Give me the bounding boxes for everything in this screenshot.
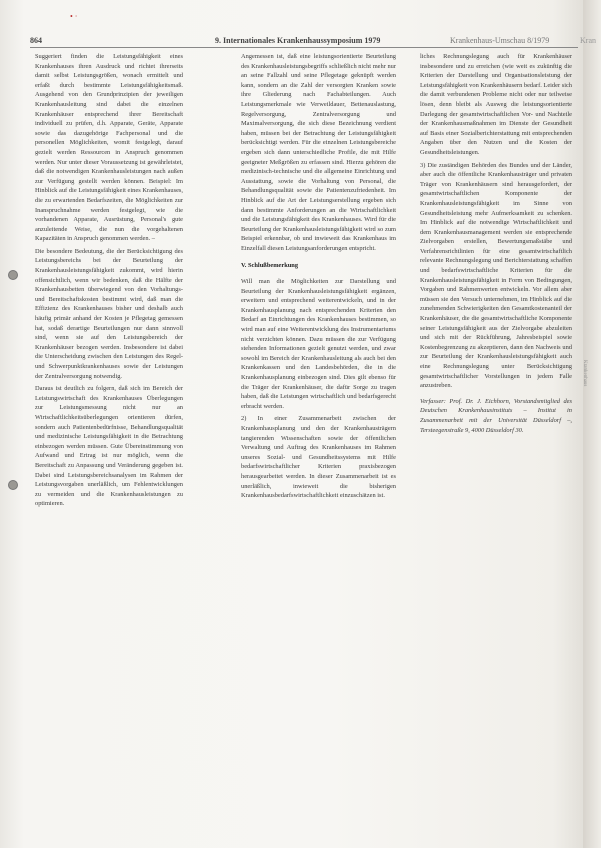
paragraph: Suggeriert finden die Leistungsfähigkeit eines Krankenhauses ihren Ausdruck und richtet ihrerseits damit selbst Leistungsgrößen, wonach ermittelt und erfaßt durch bestimmte Leistungsfähigkeitsmaß. Ausgehend von den Grundprinzipien der jeweiligen Krankenhausleitung sind dabei die einzelnen Krankenhäuser entsprechend ihrer Bereitschaft individuell zu prüfen, d.h. Apparate, Geräte, Apparate sowie das dazugehörige Fachpersonal und die personellen Möglichkeiten, womit festgelegt, darauf gezielt werden Ressourcen in Anspruch genommen werden. Nur unter dieser Voraussetzung ist gewährleistet, daß die notwendigen Krankenhausleistungen nach außen zur Verfügung gestellt werden können. Beispiel: Im Hinblick auf die Leistungsfähigkeit eines Krankenhauses, die zu erwartenden Bedarfszeiten, die Möglichkeiten zur Inanspruchnahme werden festgelegt, wie die vorhandenen Apparate, Ausrüstung, Personal's gute anzuleitende Weise, die nun die vorgehaltenen Kapazitäten in Anspruch genommen werden. – xyxy=(35,53,183,243)
binder-hole-icon xyxy=(8,270,18,280)
facing-page-margin-text: Krankenhaus xyxy=(582,360,587,387)
column-middle xyxy=(241,52,396,504)
header-rule xyxy=(30,47,578,48)
page-number: 864 xyxy=(30,36,42,45)
paragraph: Will man die Möglichkeiten zur Darstellung und Beurteilung der Krankenhausleistungsfähigkeit ergänzen, erweitern und entsprechend weiterentwickeln, und in der Krankenhausplanung nach entsprechenden Kriterien den Bedarf an Einrichtungen des Krankenhauses bestimmen, so wird man auf eine Weiterentwicklung des Instrumentariums nicht verzichten können. Dazu müssen die zur Verfügung stehenden Informationen gezielt genutzt werden, und zwar sowohl im Bereich der Krankenhausleitung als auch bei den Krankenkassen und den Landesbehörden, die in die Krankenhausplanung einbezogen sind. Dies gilt ebenso für die Träger der Krankenhäuser, die dafür Sorge zu tragen haben, daß die Leistungen wirtschaftlich und bedarfsgerecht erbracht werden. xyxy=(241,278,396,410)
facing-page-edge xyxy=(583,0,601,848)
column-right xyxy=(420,52,572,438)
facing-page-header: Kran xyxy=(580,36,596,45)
paragraph: liches Rechnungslegung auch für Krankenhäuser insbesondere und zu erreichen (wie weit es zukünftig die Kriterien der Darstellung und Organisationsleistung der Leistungsfähigkeit von Krankenhäusern bedarf. Leider sich die damit verbundenen Probleme nicht oder nur teilweise lösen, denn bleibt als Ausweg die leistungsorientierte Darlegung der gesamtwirtschaftlichen Vor- und Nachteile der Krankenhausmaßnahmen im Dienste der Gesundheit auf Basis einer Sozialberichterstattung mit entsprechenden Angaben über den Nutzen und die Kosten der Gesundheitsleistungen. xyxy=(420,53,572,156)
paragraph: Die besondere Bedeutung, die der Berücksichtigung des Leistungsbereichs bei der Beurteilung der Krankenhausleistungsfähigkeit zukommt, wird hierin offensichtlich, wenn wir bedenken, daß die Hälfte der Krankenhausbetten überwiegend von den Vorhaltungs- und Bereitschaftskosten bestimmt wird, daß man die Effizienz des Krankenhauses bisher und deshalb auch häufig primär anhand der Kosten je Pflegetag gemessen hat, sodaß derartige Beurteilungen nur dann sinnvoll sind, wenn sie auf den Leistungsbereich der Krankenhäuser bezogen werden. Insbesondere ist dabei die Unterscheidung zwischen den Leistungen des Regel- und Schwerpunktkrankenhauses sowie der Leistungen der Zentralversorgung notwendig. xyxy=(35,247,183,380)
paragraph: Daraus ist deutlich zu folgern, daß sich im Bereich der Leistungswirtschaft des Krankenhauses Überlegungen zur Leistungsmessung nicht nur an Wirtschaftlichkeitsüberlegungen orientieren dürfen, sondern auch Patientenbedürfnisse, Behandlungsqualität und medizinische Leistungsfähigkeit in die Betrachtung einbezogen werden müssen. Gute Übereinstimmung von Aufwand und Ertrag ist nur möglich, wenn die Bereitschaft zu Anpassung und Veränderung gegeben ist. Dabei sind Leistungsbereichsanalysen im Rahmen der Leistungsvorgaben unerläßlich, um Fehlentwicklungen zu vermeiden und die Krankenhausleistungen zu optimieren. xyxy=(35,385,183,508)
running-journal: Krankenhaus-Umschau 8/1979 xyxy=(450,36,550,45)
section-heading: V. Schlußbemerkung xyxy=(241,262,299,270)
running-title: 9. Internationales Krankenhaussymposium 1979 xyxy=(215,36,381,45)
binder-hole-icon xyxy=(8,480,18,490)
column-left xyxy=(35,52,183,512)
paragraph: 3) Die zuständigen Behörden des Bundes und der Länder, aber auch die öffentliche Krankenhausträger und privaten Träger von Krankenhäusern sind herausgefordert, der gesamtwirtschaftlichen Komponente der Krankenhausleistungsfähigkeit im Sinne von Gesundheitsleistung mehr Aufmerksamkeit zu schenken. Im Hinblick auf die notwendige Wirtschaftlichkeit und dem Krankenhausmanagement werden sie entsprechende Zielvorgaben erstellen, Bewertungsmaßstäbe und Verfahrensrichtlinien für eine gesamtwirtschaftlich relevante Rechnungslegung und Berichterstattung schaffen und bedarfswirtschaftliche Kriterien für die Krankenhausleistungsfähigkeit in Form von Bedingungen, Vorgaben und Rahmenwerten entwickeln. Vor allem aber müssen sie den Versuch unternehmen, im Hinblick auf die zunehmenden Schwierigkeiten den Gesamtkostenanteil der Krankenhäuser, die die gesamtwirtschaftliche Komponente seiner Leistungsfähigkeit aus der Zielvorgabe abzuleiten und sich mit der Rückführung, Jahresbeispiel sowie Kostenbegrenzung zu akzeptieren, dann den Nachweis und zur Beurteilung der Krankenhausleistungsfähigkeit auch eine Rechnungslegung unter Berücksichtigung gesamtwirtschaftlicher Vorstellungen in jedem Falle anzustreben. xyxy=(420,161,572,390)
paragraph: 2) In einer Zusammenarbeit zwischen der Krankenhausplanung und den der Krankenhausträgern tangierenden Wissenschaften sowie der öffentlichen Verwaltung und Auftrag des Krankenhauses im Rahmen unseres Sozial- und Gesundheitssystems mit Hilfe bedarfswirtschaftlicher Kriterien praxisbezogen herausgearbeitet werden. In dieser Zusammenarbeit ist es unerläßlich, inwieweit die bisherigen Krankenhausbedarfswirtschaftlichkeit einzuschätzen ist. xyxy=(241,415,396,500)
paragraph: Angemessen ist, daß eine leistungsorientierte Beurteilung des Krankenhausleistungsbegriffs schließlich nicht mehr nur an seine Fallzahl und seine Pflegetage geknüpft werden kann, sondern an die Zahl der versorgten Kranken sowie ihre Gliederung nach Fachabteilungen. Auch Leistungsmerkmale wie Verweildauer, Bettenauslastung, Regelversorgung, Zentralversorgung und Maximalversorgung, die sich diese Bezeichnung verdient haben, müssen bei der Betrachtung der Leistungsfähigkeit berücksichtigt werden. Für die einzelnen Leistungsbereiche ergeben sich dann unterschiedliche Profile, die mit Hilfe geeigneter Meßgrößen zu erfassen sind. Hierzu gehören die medizinisch-technische und die allgemeine Einrichtung und Ausstattung, sowie die Vorhaltung von Personal, die Behandlungsqualität sowie die Patientenzufriedenheit. Im Hinblick auf die Art der Leistungserstellung ergeben sich dann bestimmte Anforderungen an die Wirtschaftlichkeit und die Leistungsfähigkeit des Krankenhauses. Wird für die Beurteilung der Krankenhausleistungsfähigkeit wird so zum Beispiel erkennbar, ob und inwieweit das Krankenhaus im Einzelfall diesen Leistungsanforderungen entspricht. xyxy=(241,53,396,252)
stamp-mark: • · xyxy=(70,12,78,21)
author-note: Verfasser: Prof. Dr. J. Eichhorn, Vorstandsmitglied des Deutschen Krankenhausinstituts – Institut in Zusammenarbeit mit der Universität Düsseldorf –, Tersteegenstraße 9, 4000 Düsseldorf 30. xyxy=(420,397,572,434)
